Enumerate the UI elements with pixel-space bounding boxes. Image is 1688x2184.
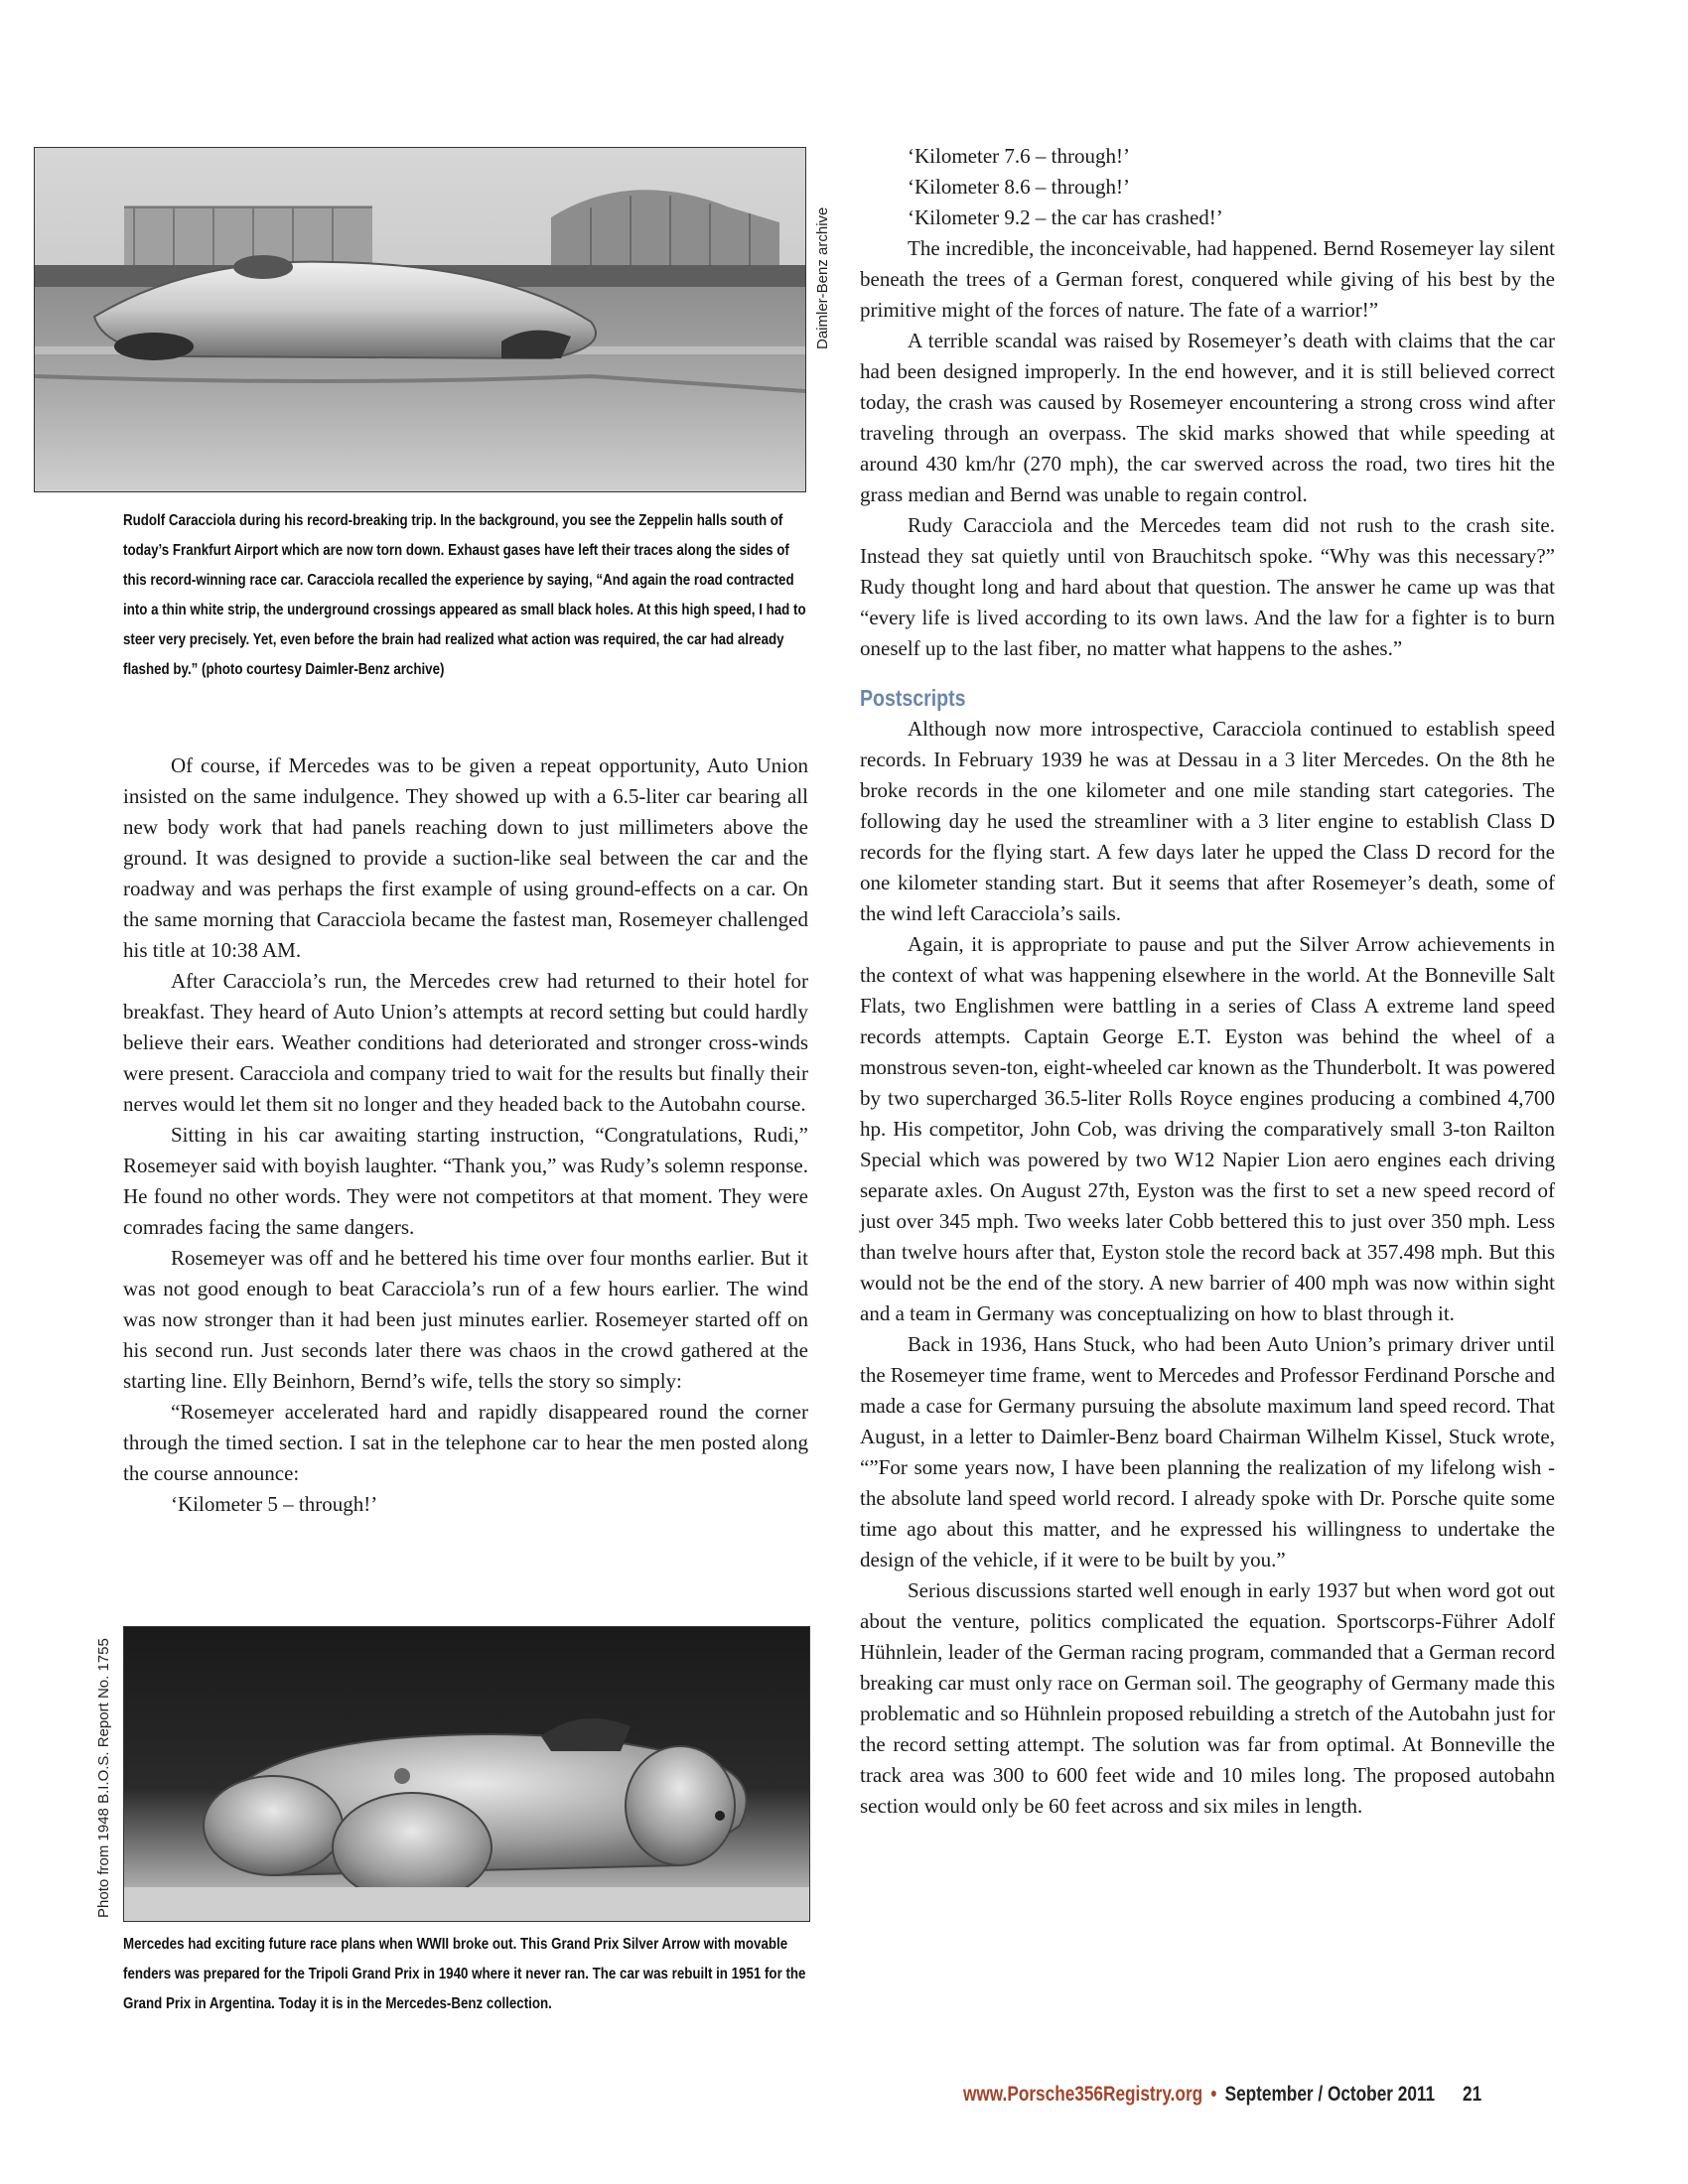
paragraph: ‘Kilometer 8.6 – through!’ — [908, 175, 1130, 199]
paragraph: ‘Kilometer 9.2 – the car has crashed!’ — [908, 205, 1223, 229]
page-number: 21 — [1463, 2083, 1482, 2106]
paragraph: Serious discussions started well enough in early 1937 but when word got out about the venture, politics complicated the equation. Sportscorps-Führer Adolf Hühnlein, leader of the German racing program, commanded that a German record breaking car must only race on German soil. The geography of Germany made this problematic and so Hühnlein proposed rebuilding a stretch of the Autobahn just for the record setting attempt. The solution was far from optimal. At Bonneville the track area was 300 to 600 feet wide and 10 miles long. The proposed autobahn section would only be 60 feet across and six miles in length. — [860, 1578, 1555, 1818]
streamliner-photo-image — [35, 148, 805, 491]
right-text-column — [860, 141, 1555, 1822]
paragraph: Of course, if Mercedes was to be given a repeat opportunity, Auto Union insisted on the same indulgence. They showed up with a 6.5-liter car bearing all new body work that had panels reaching down to just millimeters above the ground. It was designed to provide a suction-like seal between the car and the roadway and was perhaps the first example of using ground-effects on a car. On the same morning that Caracciola became the fastest man, Rosemeyer challenged his title at 10:38 AM. — [123, 753, 808, 962]
section-heading: Postscripts — [860, 685, 966, 711]
paragraph: Although now more introspective, Caracciola continued to establish speed records. In February 1939 he was at Dessau in a 3 liter Mercedes. On the 8th he broke records in the one kilometer and one mile standing start categories. The following day he used the streamliner with a 3 liter engine to establish Class D records for the flying start. A few days later he upped the Class D record for the one kilometer standing start. But it seems that after Rosemeyer’s death, some of the wind left Caracciola’s sails. — [860, 717, 1555, 925]
paragraph: Rudy Caracciola and the Mercedes team did not rush to the crash site. Instead they sat quietly until von Brauchitsch spoke. “Why was this necessary?” Rudy thought long and hard about that question. The answer he came up was that “every life is lived according to its own laws. And the law for a fighter is to burn oneself up to the last fiber, no matter what happens to the ashes.” — [860, 513, 1555, 660]
paragraph: A terrible scandal was raised by Rosemeyer’s death with claims that the car had been designed improperly. In the end however, and it is still believed correct today, the crash was caused by Rosemeyer encountering a strong cross wind after traveling through an overpass. The skid marks showed that while speeding at around 430 km/hr (270 mph), the car swerved across the road, two tires hit the grass median and Bernd was unable to regain control. — [860, 329, 1555, 506]
photo-caption-streamliner: Rudolf Caracciola during his record-breaking trip. In the background, you see the Zeppelin halls south of today’s Frankfurt Airport which are now torn down. Exhaust gases have left their traces along the sides of this record-winning race car. Caracciola recalled the experience by saying, “And again the road contracted into a thin white strip, the underground crossings appeared as small black holes. At this high speed, I had to steer very precisely. Yet, even before the brain had realized what action was required, the car had already flashed by.” (photo courtesy Daimler-Benz archive) — [123, 512, 806, 678]
left-text-column — [123, 751, 808, 1520]
paragraph: “Rosemeyer accelerated hard and rapidly disappeared round the corner through the timed section. I sat in the telephone car to hear the men posted along the course announce: — [123, 1400, 808, 1485]
paragraph: Again, it is appropriate to pause and put the Silver Arrow achievements in the context of what was happening elsewhere in the world. At the Bonneville Salt Flats, two Englishmen were battling in a series of Class A extreme land speed records attempts. Captain George E.T. Eyston was behind the wheel of a monstrous seven-ton, eight-wheeled car known as the Thunderbolt. It was powered by two supercharged 36.5-liter Rolls Royce engines producing a combined 4,700 hp. His competitor, John Cob, was driving the comparatively small 3-ton Railton Special which was powered by two W12 Napier Lion aero engines each driving separate axles. On August 27th, Eyston was the first to set a new speed record of just over 345 mph. Two weeks later Cobb bettered this to just over 350 mph. Less than twelve hours after that, Eyston stole the record back at 357.498 mph. But this would not be the end of the story. A new barrier of 400 mph was now within sight and a team in Germany was conceptualizing on how to blast through it. — [860, 932, 1555, 1325]
paragraph: After Caracciola’s run, the Mercedes crew had returned to their hotel for breakfast. They heard of Auto Union’s attempts at record setting but could hardly believe their ears. Weather conditions had deteriorated and stronger cross-winds were present. Caracciola and company tried to wait for the results but finally their nerves would let them sit no longer and they headed back to the Autobahn course. — [123, 969, 808, 1116]
paragraph: Back in 1936, Hans Stuck, who had been Auto Union’s primary driver until the Rosemeyer time frame, went to Mercedes and Professor Ferdinand Porsche and made a case for Germany pursuing the absolute maximum land speed record. That August, in a letter to Daimler-Benz board Chairman Wilhelm Kissel, Stuck wrote, “”For some years now, I have been planning the realization of my lifelong wish - the absolute land speed world record. I already spoke with Dr. Porsche quite some time ago about this matter, and he expressed his willingness to undertake the design of the vehicle, if it were to be built by you.” — [860, 1332, 1555, 1571]
footer-issue: September / October 2011 — [1224, 2083, 1436, 2106]
photo-credit-daimler: Daimler-Benz archive — [814, 206, 831, 349]
paragraph: ‘Kilometer 5 – through!’ — [171, 1492, 378, 1516]
photo-caption-silver-arrow: Mercedes had exciting future race plans when WWII broke out. This Grand Prix Silver Arrow with movable fenders was prepared for the Tripoli Grand Prix in 1940 where it never ran. The car was rebuilt in 1951 for the Grand Prix in Argentina. Today it is in the Mercedes-Benz collection. — [123, 1936, 806, 2012]
paragraph: ‘Kilometer 7.6 – through!’ — [908, 144, 1130, 168]
silver-arrow-photo-image — [124, 1627, 809, 1921]
page-footer — [963, 2083, 1481, 2107]
footer-url-link[interactable]: www.Porsche356Registry.org — [963, 2083, 1203, 2106]
paragraph: The incredible, the inconceivable, had happened. Bernd Rosemeyer lay silent beneath the trees of a German forest, conquered while giving of his best by the primitive might of the forces of nature. The fate of a warrior!” — [860, 236, 1555, 322]
photo-credit-bios: Photo from 1948 B.I.O.S. Report No. 1755 — [95, 1638, 112, 1918]
bullet-separator-icon: • — [1210, 2083, 1217, 2106]
paragraph: Sitting in his car awaiting starting instruction, “Congratulations, Rudi,” Rosemeyer said with boyish laughter. “Thank you,” was Rudy’s solemn response. He found no other words. They were not competitors at that moment. They were comrades facing the same dangers. — [123, 1123, 808, 1239]
streamliner-photo — [34, 147, 806, 492]
silver-arrow-photo — [123, 1626, 810, 1922]
paragraph: Rosemeyer was off and he bettered his time over four months earlier. But it was not good enough to beat Caracciola’s run of a few hours earlier. The wind was now stronger than it had been just minutes earlier. Rosemeyer started off on his second run. Just seconds later there was chaos in the crowd gathered at the starting line. Elly Beinhorn, Bernd’s wife, tells the story so simply: — [123, 1246, 808, 1393]
